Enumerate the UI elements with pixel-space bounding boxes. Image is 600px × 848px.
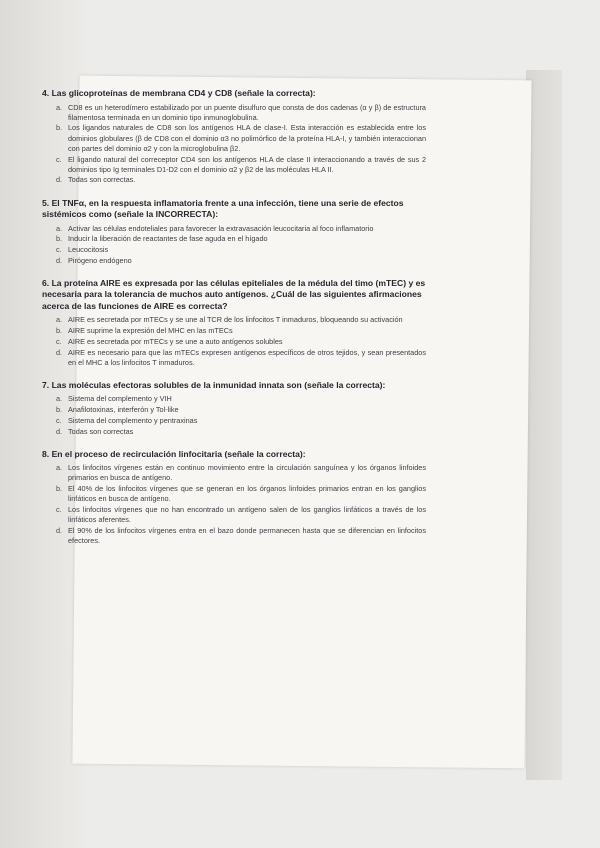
question-8	[42, 449, 426, 547]
option-item: b. AIRE suprime la expresión del MHC en las mTECs	[56, 326, 233, 336]
question-title: 6. La proteína AIRE es expresada por las células epiteliales de la médula del timo (mTEC) y es necesaria para la tolerancia de muchos auto antígenos. ¿Cuál de las siguientes afirmaciones acerca de las funciones de AIRE es correcta?	[42, 277, 426, 311]
question-title: 8. En el proceso de recirculación linfocitaria (señale la correcta):	[42, 448, 306, 459]
question-5	[42, 198, 426, 266]
option-item: a. AIRE es secretada por mTECs y se une al TCR de los linfocitos T inmaduros, bloqueando su activación	[56, 315, 403, 325]
option-item: d. Todas son correctas	[56, 426, 134, 436]
option-item: c. Los linfocitos vírgenes que no han encontrado un antígeno salen de los ganglios linfáticos a través de los linfáticos aferentes.	[56, 505, 426, 525]
option-list	[42, 394, 426, 436]
exam-content	[42, 88, 426, 558]
question-title: 4. Las glicoproteínas de membrana CD4 y CD8 (señale la correcta):	[42, 88, 316, 98]
option-item: a. Sistema del complemento y VIH	[56, 394, 172, 404]
option-item: b. El 40% de los linfocitos vírgenes que se generan en los órganos linfoides primarios entran en los ganglios linfáticos en busca de antígeno.	[56, 484, 426, 504]
option-item: b. Anafilotoxinas, interferón y Tol-like	[56, 405, 179, 415]
option-item: c. El ligando natural del correceptor CD4 son los antígenos HLA de clase II interaccionando a través de sus 2 dominios tipo Ig terminales D1-D2 con el dominio α2 y β2 de las moléculas HLA II.	[56, 154, 426, 174]
question-title: 5. El TNFα, en la respuesta inflamatoria frente a una infección, tiene una serie de efectos sistémicos como (señale la INCORRECTA):	[42, 197, 404, 220]
option-item: b. Inducir la liberación de reactantes de fase aguda en el hígado	[56, 234, 268, 244]
question-title: 7. Las moléculas efectoras solubles de la inmunidad innata son (señale la correcta):	[42, 379, 386, 390]
question-7	[42, 380, 426, 437]
option-item: a. Los linfocitos vírgenes están en continuo movimiento entre la circulación sanguínea y los órganos linfoides primarios en busca de antígeno.	[56, 463, 426, 483]
option-item: c. AIRE es secretada por mTECs y se une a auto antígenos solubles	[56, 336, 283, 346]
option-list	[42, 224, 426, 266]
option-item: c. Leucocitosis	[56, 245, 109, 255]
option-list	[42, 315, 426, 368]
option-item: d. Todas son correctas.	[56, 175, 136, 185]
option-list	[42, 463, 426, 546]
page-edge	[526, 70, 562, 780]
option-item: a. CD8 es un heterodímero estabilizado por un puente disulfuro que consta de dos cadenas (α y β) de estructura filamentosa terminada en un dominio tipo inmunoglobulina.	[56, 102, 426, 122]
option-list	[42, 103, 426, 186]
option-item: d. Pirógeno endógeno	[56, 255, 132, 265]
option-item: d. AIRE es necesario para que las mTECs expresen antígenos específicos de otros tejidos, y sean presentados en el MHC a los linfocitos T inmaduros.	[56, 347, 426, 367]
question-6	[42, 278, 426, 368]
question-4	[42, 88, 426, 186]
option-item: a. Activar las células endoteliales para favorecer la extravasación leucocitaria al foco inflamatorio	[56, 223, 374, 233]
option-item: d. El 90% de los linfocitos vírgenes entra en el bazo donde permanecen hasta que se diferencian en linfocitos efectores.	[56, 525, 426, 546]
option-item: c. Sistema del complemento y pentraxinas	[56, 415, 198, 425]
option-item: b. Los ligandos naturales de CD8 son los antígenos HLA de clase-I. Esta interacción es establecida entre los dominios globulares (β de CD8 con el dominio α3 no polimórfico de la proteína HLA-I, y también interaccionan con partes del dominio α2 y con la microglobulina β2.	[56, 123, 426, 153]
